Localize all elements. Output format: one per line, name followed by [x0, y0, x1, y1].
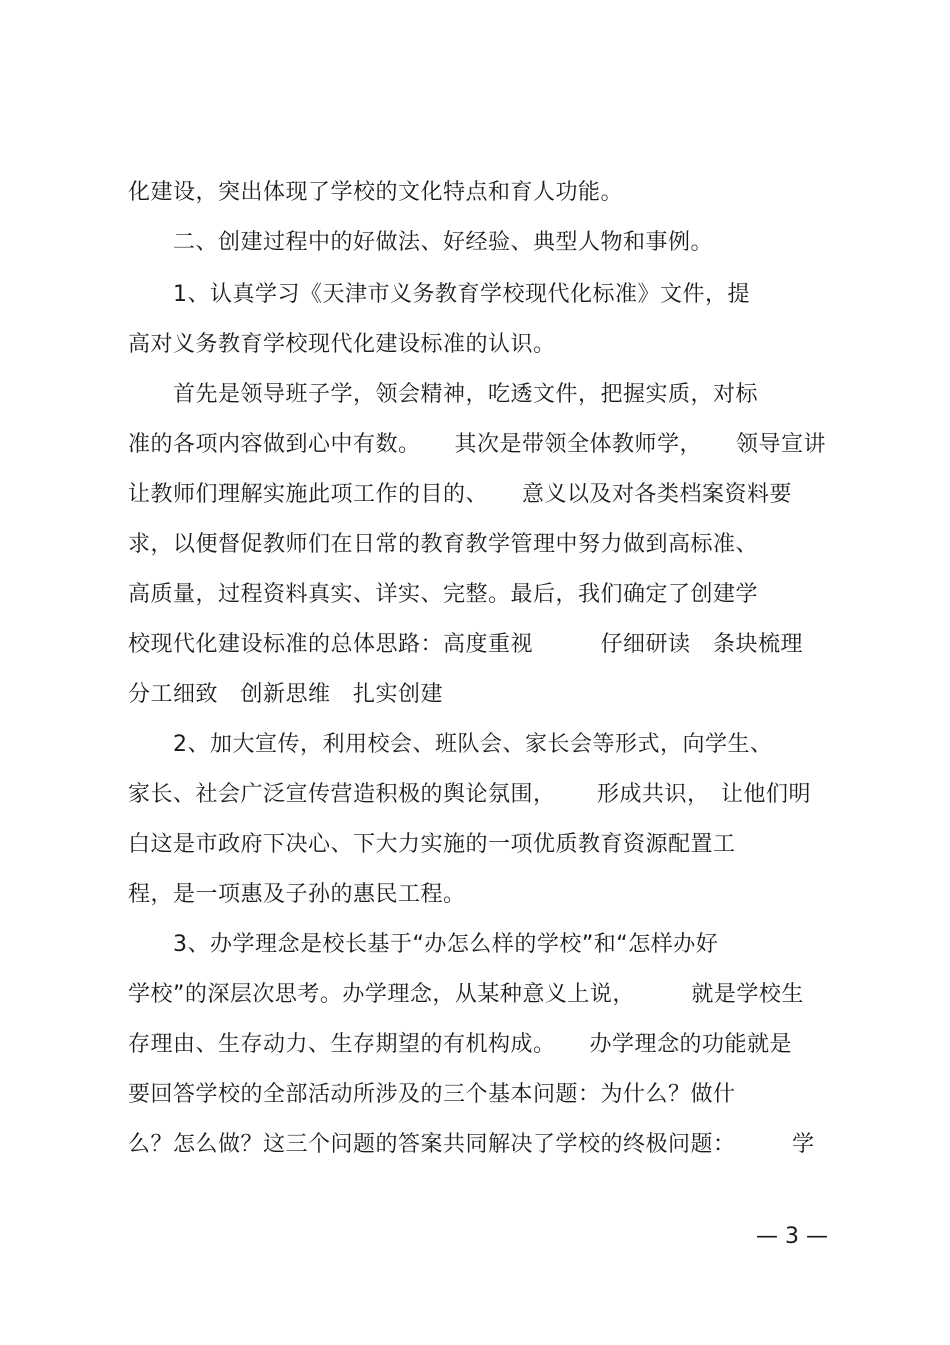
body-text-line: 首先是领导班子学，领会精神，吃透文件，把握实质，对标 — [128, 382, 759, 407]
body-text-line: 要回答学校的全部活动所涉及的三个基本问题：为什么？做什 — [128, 1082, 736, 1107]
body-text-line: 2、加大宣传，利用校会、班队会、家长会等形式，向学生、 — [128, 732, 773, 757]
body-text-line: 家长、社会广泛宣传营造积极的舆论氛围， 形成共识， 让他们明 — [128, 782, 811, 807]
body-text-line: 学校”的深层次思考。办学理念，从某种意义上说， 就是学校生 — [128, 982, 804, 1007]
body-text-line: 1、认真学习《天津市义务教育学校现代化标准》文件，提 — [128, 282, 750, 307]
body-text-line: 校现代化建设标准的总体思路：高度重视 仔细研读 条块梳理 — [128, 632, 804, 657]
body-text-line: 高对义务教育学校现代化建设标准的认识。 — [128, 332, 556, 357]
body-text-line: 让教师们理解实施此项工作的目的、 意义以及对各类档案资料要 — [128, 482, 793, 507]
body-text-line: 存理由、生存动力、生存期望的有机构成。 办学理念的功能就是 — [128, 1032, 793, 1057]
page-number: — 3 — — [756, 1224, 828, 1249]
body-text-line: 么？怎么做？这三个问题的答案共同解决了学校的终极问题： 学 — [128, 1132, 815, 1157]
body-text-line: 准的各项内容做到心中有数。 其次是带领全体教师学， 领导宣讲 — [128, 432, 827, 457]
section-heading: 二、创建过程中的好做法、好经验、典型人物和事例。 — [128, 230, 714, 255]
body-text-line: 白这是市政府下决心、下大力实施的一项优质教育资源配置工 — [128, 832, 736, 857]
body-text-line: 高质量，过程资料真实、详实、完整。最后，我们确定了创建学 — [128, 582, 759, 607]
body-text-line: 求，以便督促教师们在日常的教育教学管理中努力做到高标准、 — [128, 532, 759, 557]
body-text-line: 分工细致 创新思维 扎实创建 — [128, 682, 444, 707]
body-text-line: 化建设，突出体现了学校的文化特点和育人功能。 — [128, 180, 624, 205]
body-text-line: 程，是一项惠及子孙的惠民工程。 — [128, 882, 466, 907]
body-text-line: 3、办学理念是校长基于“办怎么样的学校”和“怎样办好 — [128, 932, 719, 957]
